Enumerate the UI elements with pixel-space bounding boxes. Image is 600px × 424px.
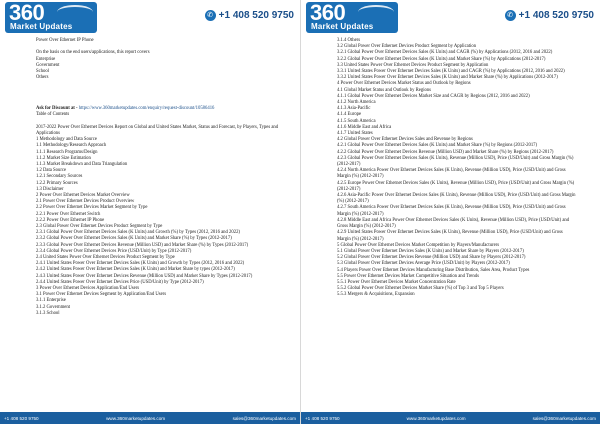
header-phone	[205, 8, 294, 22]
ask-discount-label: Ask for Discount at -	[36, 106, 78, 112]
logo-number: 360	[9, 2, 45, 25]
header-phone	[505, 8, 594, 22]
toc-entry: 5.5.2 Global Power Over Ethernet Devices Market Share (%) of Top 3 and Top 5 Players	[337, 286, 504, 292]
logo-swoosh-icon	[358, 5, 394, 19]
footer-website[interactable]: www.360marketupdates.com	[406, 415, 466, 421]
footer-email[interactable]: sales@360marketupdates.com	[232, 415, 296, 421]
logo-number: 360	[310, 2, 346, 25]
toc-entry: 1.2.1 Secondary Sources	[36, 174, 83, 180]
toc-entry: 3.1.4 Others	[337, 38, 361, 43]
toc-entry: 4.2.1 Global Power Over Ethernet Devices Sales (K Units) and Market Share (%) by Regions (2012-2017)	[337, 143, 538, 149]
toc-entry: 2.3 Global Power Over Ethernet Devices Product Segment by Type	[36, 224, 163, 229]
left-page-content	[0, 38, 300, 317]
toc-entry: 2.3.4 Global Power Over Ethernet Devices Price (USD/Unit) by Type (2012-2017)	[36, 248, 192, 254]
text-line: Power Over Ethernet IP Phone	[36, 38, 94, 43]
toc-list-left	[36, 119, 290, 317]
toc-entry: 3.2 Global Power Over Ethernet Devices Product Segment by Application	[337, 44, 477, 50]
text-line: Others	[36, 75, 49, 81]
toc-entry: 5.5 Power Over Ethernet Devices Market Competitive Situation and Trends	[337, 273, 479, 279]
toc-entry: 2017-2022 Power Over Ethernet Devices Report on Global and United States Market, Status and Forecast, by Players, Types and Applications	[36, 124, 279, 136]
footer-website[interactable]: www.360marketupdates.com	[106, 415, 166, 421]
toc-entry: 3.1.2 Government	[36, 304, 70, 310]
toc-entry: 2.3.2 Global Power Over Ethernet Devices Sales (K Units) and Market Share (%) by Types (2012-2017)	[36, 236, 232, 242]
toc-entry: 4.1.3 Asia-Pacific	[337, 106, 371, 112]
toc-entry: 1.2.2 Primary Sources	[36, 180, 78, 186]
toc-entry: 4.2.4 North America Power Over Ethernet Devices Sales (K Units), Revenue (Million USD), Price (USD/Unit) and Gross Margin (%) (2012-2017)	[337, 168, 566, 180]
toc-entry: 4.2.9 United States Power Over Ethernet Devices Sales (K Units), Revenue (Million USD), Price (USD/Unit) and Gross Margin (%) (2012-2017)	[337, 230, 563, 242]
toc-entry: 2.2 Power Over Ethernet Devices Market Segment by Type	[36, 205, 148, 211]
toc-entry: 3.2.1 Global Power Over Ethernet Devices Sales (K Units) and CAGR (%) by Applications (2012, 2016 and 2022)	[337, 50, 553, 56]
toc-entry: 2.2.2 Power Over Ethernet IP Phone	[36, 217, 105, 223]
page-footer	[301, 412, 600, 424]
toc-entry: 3.2.2 Global Power Over Ethernet Devices Sales (K Units) and Market Share (%) by Applications (2012-2017)	[337, 56, 546, 62]
toc-entry: 4.2.6 Asia-Pacific Power Over Ethernet Devices Sales (K Units), Revenue (Million USD), Price (USD/Unit) and Gross Margin (%) (2012-2017)	[337, 193, 576, 205]
ask-discount-link[interactable]: https://www.360marketupdates.com/enquiry/request-discount/10586416	[78, 106, 215, 112]
text-line: Government	[36, 62, 60, 68]
toc-entry: 4.2.8 Middle East and Africa Power Over Ethernet Devices Sales (K Units), Revenue (Million USD), Price (USD/Unit) and Gross Margin (%) (2012-2017)	[337, 217, 570, 230]
toc-entry: 2.4.2 United States Power Over Ethernet Devices Sales (K Units) and Market Share by types (2012-2017)	[36, 267, 235, 273]
text-line: On the basis on the end users/applications, this report covers	[36, 50, 150, 56]
toc-entry: 3.1 Power Over Ethernet Devices Segment by Application/End Users	[36, 292, 167, 298]
logo-swoosh-icon	[57, 5, 93, 19]
header-phone-number: +1 408 520 9750	[518, 9, 594, 21]
toc-entry: 4 Power Over Ethernet Devices Market Status and Outlook by Regions	[337, 81, 471, 87]
right-page-content	[301, 38, 600, 299]
page-header	[301, 0, 600, 36]
footer-email[interactable]: sales@360marketupdates.com	[532, 415, 596, 421]
toc-entry: 5 Global Power Over Ethernet Devices Market Competition by Players/Manufacturers	[337, 242, 500, 248]
logo-text: Market Updates	[10, 22, 73, 31]
toc-title: Table of Contents	[36, 112, 70, 118]
toc-entry: 1.1.3 Market Breakdown and Data Triangulation	[36, 161, 128, 167]
toc-entry: 5.3 Global Power Over Ethernet Devices Average Price (USD/Unit) by Players (2012-2017)	[337, 261, 510, 267]
toc-entry: 5.1 Global Power Over Ethernet Devices Sales (K Units) and Market Share by Players (2012-2017)	[337, 248, 524, 254]
company-logo	[5, 2, 97, 33]
toc-entry: 4.1.2 North America	[337, 100, 376, 106]
toc-entry: 2.3.1 Global Power Over Ethernet Devices Sales (K Units) and Growth (%) by Types (2012, 2016 and 2022)	[36, 230, 240, 236]
page-header	[0, 0, 300, 36]
toc-entry: 4.2.2 Global Power Over Ethernet Devices Revenue (Million USD) and Market Share (%) by Regions (2012-2017)	[337, 149, 554, 155]
toc-entry: 3.3.2 United States Power Over Ethernet Devices Sales (K Units) and Market Share (%) by Applications (2012-2017)	[337, 75, 558, 81]
toc-entry: 2.4.1 United States Power Over Ethernet Devices Sales (K Units) and Growth by Types (2012, 2016 and 2022)	[36, 261, 245, 267]
footer-phone: +1 408 520 9750	[4, 415, 39, 421]
toc-entry: 1.1.2 Market Size Estimation	[36, 155, 91, 161]
toc-entry: 2.2.1 Power Over Ethernet Switch	[36, 211, 101, 217]
toc-entry: 4.2.7 South America Power Over Ethernet Devices Sales (K Units), Revenue (Million USD), Price (USD/Unit) and Gross Margin (%) (2012-2017)	[337, 205, 566, 217]
toc-entry: 5.4 Players Power Over Ethernet Devices Manufacturing Base Distribution, Sales Area, Product Types	[337, 267, 530, 273]
footer-phone: +1 408 520 9750	[305, 415, 340, 421]
report-page-right	[300, 0, 600, 424]
toc-entry: 1.2 Data Source	[36, 168, 67, 174]
phone-icon: ✆	[505, 10, 516, 21]
toc-entry: 5.2 Global Power Over Ethernet Devices Revenue (Million USD) and Share by Players (2012-2017)	[337, 255, 526, 261]
page-footer	[0, 412, 300, 424]
toc-entry: 2.4 United States Power Over Ethernet Devices Product Segment by Type	[36, 255, 175, 261]
toc-entry: 1.1.1 Research Programs/Design	[36, 149, 98, 155]
text-line: Enterprise	[36, 56, 56, 62]
company-logo	[306, 2, 398, 33]
toc-entry: 4.1.1 Global Power Over Ethernet Devices Market Size and CAGR by Regions (2012, 2016 and 2022)	[337, 93, 530, 99]
toc-entry: 3.3 United States Power Over Ethernet Devices Product Segment by Application	[337, 62, 489, 68]
toc-entry: 2.1 Power Over Ethernet Devices Product Overview	[36, 199, 135, 205]
toc-entry: 3.1.1 Enterprise	[36, 298, 66, 304]
toc-list-right	[337, 38, 576, 299]
toc-entry: 4.1.5 South America	[337, 118, 376, 124]
toc-entry: 4.2.3 Global Power Over Ethernet Devices Sales (K Units), Revenue (Million USD), Price (USD/Unit) and Gross Margin (%) (2012-2017)	[337, 155, 574, 168]
logo-text: Market Updates	[311, 22, 374, 31]
toc-entry: 2 Power Over Ethernet Devices Market Overview	[36, 192, 130, 198]
toc-entry: 1.1 Methodology/Research Approach	[36, 143, 107, 149]
toc-entry: 5.5.1 Power Over Ethernet Devices Market Concentration Rate	[337, 279, 456, 285]
toc-entry: 2.4.3 United States Power Over Ethernet Devices Revenue (Million USD) and Market Share by Types (2012-2017)	[36, 273, 253, 279]
intro-section	[36, 38, 290, 106]
toc-entry: 1.3 Disclaimer	[36, 186, 64, 192]
header-phone-number: +1 408 520 9750	[218, 9, 294, 21]
toc-entry: 3.1.3 School	[36, 310, 60, 316]
toc-entry: 5.5.3 Mergers & Acquisitions, Expansion	[337, 292, 415, 298]
phone-icon: ✆	[205, 10, 216, 21]
toc-entry: 3 Power Over Ethernet Devices Application/End Users	[36, 286, 140, 292]
toc-entry: 3.3.1 United States Power Over Ethernet Devices Sales (K Units) and CAGR (%) by Applications (2012, 2016 and 2022)	[337, 69, 565, 75]
toc-entry: 4.1.7 United States	[337, 131, 373, 137]
toc-entry: 2.3.3 Global Power Over Ethernet Devices Revenue (Million USD) and Market Share (%) by Types (2012-2017)	[36, 242, 249, 248]
toc-entry: 2.4.4 United States Power Over Ethernet Devices Price (USD/Unit) by Type (2012-2017)	[36, 279, 204, 285]
toc-entry: 4.1.6 Middle East and Africa	[337, 124, 392, 130]
toc-entry: 4.2.5 Europe Power Over Ethernet Devices Sales (K Units), Revenue (Million USD), Price (USD/Unit) and Gross Margin (%) (2012-2017)	[337, 180, 575, 192]
text-line: School	[36, 69, 50, 74]
toc-entry: 1 Methodology and Data Source	[36, 137, 97, 143]
toc-entry: 4.1 Global Market Status and Outlook by Regions	[337, 87, 432, 93]
toc-entry: 4.1.4 Europe	[337, 112, 362, 118]
toc-entry: 4.2 Global Power Over Ethernet Devices Sales and Revenue by Regions	[337, 137, 473, 143]
